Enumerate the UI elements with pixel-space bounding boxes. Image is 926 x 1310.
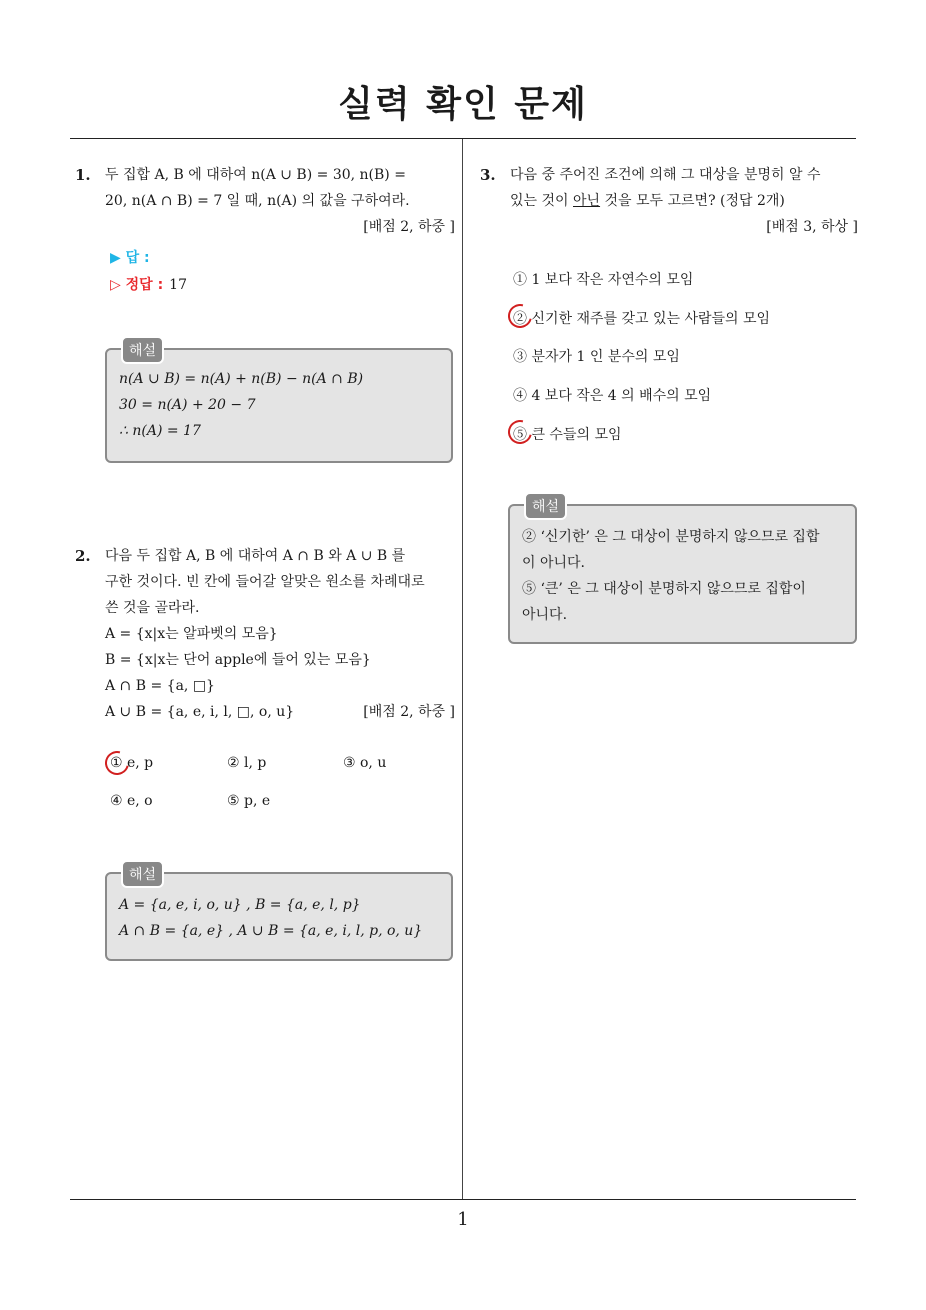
solution-line: ② ‘신기한’ 은 그 대상이 분명하지 않으므로 집합 [522, 529, 820, 545]
column-divider [462, 139, 463, 1200]
solution-line: ∴ n(A) = 17 [119, 423, 201, 439]
question-text-line: 다음 중 주어진 조건에 의해 그 대상을 분명히 알 수 [510, 167, 821, 183]
solution-box [508, 499, 857, 644]
set-a-definition: A = {x|x는 알파벳의 모음} [105, 626, 278, 642]
solution-tag: 해설 [121, 860, 164, 888]
option-2[interactable]: ② l, p [227, 755, 267, 771]
question-text-line [510, 188, 858, 214]
solution-box [105, 867, 453, 961]
solution-tag: 해설 [121, 336, 164, 364]
option-1[interactable]: ① e, p [110, 755, 154, 771]
score-label: [배점 2, 하중 ] [363, 704, 455, 720]
solution-tag: 해설 [524, 492, 567, 520]
option-5[interactable]: ⑤ 큰 수들의 모임 [513, 427, 622, 443]
question-3 [480, 162, 858, 240]
question-number: 2. [75, 547, 91, 565]
question-text-line: 구한 것이다. 빈 칸에 들어갈 알맞은 원소를 차례대로 [105, 574, 425, 590]
correct-answer [110, 274, 187, 294]
solution-line: ⑤ ‘큰’ 은 그 대상이 분명하지 않으므로 집합이 [522, 581, 806, 597]
question-text-line: 다음 두 집합 A, B 에 대하여 A ∩ B 와 A ∪ B 를 [105, 548, 406, 564]
question-number: 1. [75, 166, 91, 184]
intersection-expression: A ∩ B = {a, □} [105, 678, 215, 694]
option-2[interactable]: ② 신기한 재주를 갖고 있는 사람들의 모임 [513, 311, 771, 327]
union-expression: A ∪ B = {a, e, i, l, □, o, u} [105, 704, 295, 720]
text-fragment: 것을 모두 고르면? (정답 2개) [600, 193, 785, 209]
score-label: [배점 3, 하상 ] [766, 219, 858, 235]
set-b-definition: B = {x|x는 단어 apple에 들어 있는 모음} [105, 652, 371, 668]
solution-line: 아니다. [522, 607, 568, 623]
option-1[interactable]: ① 1 보다 작은 자연수의 모임 [513, 272, 694, 288]
answer-label: ▶ 답 : [110, 250, 150, 266]
option-4[interactable]: ④ e, o [110, 793, 153, 809]
text-fragment: 있는 것이 [510, 193, 573, 209]
option-3[interactable]: ③ o, u [343, 755, 387, 771]
score-label: [배점 2, 하중 ] [363, 219, 455, 235]
question-number: 3. [480, 166, 496, 184]
bottom-divider [70, 1199, 856, 1200]
solution-line: 이 아니다. [522, 555, 585, 571]
question-text-line: 쓴 것을 골라라. [105, 600, 200, 616]
correct-answer-value: 17 [169, 277, 187, 293]
page-number: 1 [457, 1209, 469, 1230]
top-divider [70, 138, 856, 139]
emphasis-text: 아닌 [573, 193, 601, 209]
solution-line: n(A ∪ B) = n(A) + n(B) − n(A ∩ B) [119, 371, 364, 387]
option-4[interactable]: ④ 4 보다 작은 4 의 배수의 모임 [513, 388, 712, 404]
solution-box [105, 343, 453, 463]
page-title: 실력 확인 문제 [338, 84, 588, 125]
question-1 [75, 162, 455, 240]
question-text-line: 20, n(A ∩ B) = 7 일 때, n(A) 의 값을 구하여라. [105, 193, 410, 209]
solution-line: A ∩ B = {a, e} , A ∪ B = {a, e, i, l, p, o, u} [119, 923, 423, 939]
option-5[interactable]: ⑤ p, e [227, 793, 271, 809]
question-2 [75, 543, 455, 725]
question-text-line: 두 집합 A, B 에 대하여 n(A ∪ B) = 30, n(B) = [105, 167, 406, 183]
solution-line: 30 = n(A) + 20 − 7 [119, 397, 256, 413]
solution-line: A = {a, e, i, o, u} , B = {a, e, l, p} [119, 897, 361, 913]
option-3[interactable]: ③ 분자가 1 인 분수의 모임 [513, 349, 680, 365]
correct-answer-label: ▷ 정답 : [110, 277, 164, 293]
